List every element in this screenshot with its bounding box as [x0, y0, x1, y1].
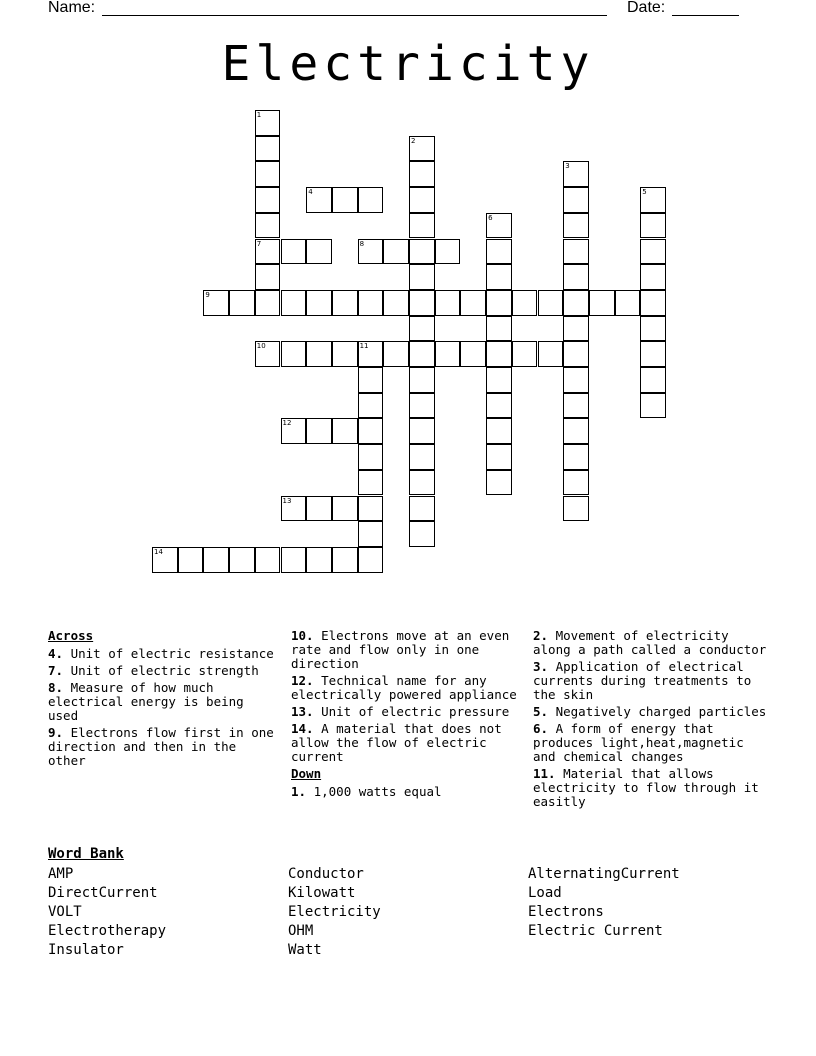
clue-down-6 — [533, 722, 773, 764]
grid-cell[interactable] — [255, 161, 281, 187]
clue-number-label: 4 — [308, 188, 313, 197]
word-bank-word: Electricity — [288, 904, 381, 920]
grid-cell[interactable] — [409, 213, 435, 239]
grid-cell[interactable] — [281, 496, 307, 522]
grid-cell[interactable] — [486, 290, 512, 316]
clue-down-2 — [533, 629, 773, 657]
grid-cell[interactable] — [486, 444, 512, 470]
grid-cell[interactable] — [409, 444, 435, 470]
grid-cell[interactable] — [409, 136, 435, 162]
grid-cell[interactable] — [486, 316, 512, 342]
grid-cell[interactable] — [358, 547, 384, 573]
clue-number: 1. — [291, 784, 307, 799]
clue-down-3 — [533, 660, 773, 702]
grid-cell[interactable] — [563, 444, 589, 470]
word-bank-heading: Word Bank — [48, 846, 124, 862]
grid-cell[interactable] — [358, 496, 384, 522]
clue-number-label: 3 — [565, 162, 570, 171]
grid-cell[interactable] — [563, 393, 589, 419]
grid-cell[interactable] — [512, 290, 538, 316]
clue-across-10 — [291, 629, 526, 671]
grid-cell[interactable] — [563, 187, 589, 213]
clue-across-12 — [291, 674, 526, 702]
clue-number: 8. — [48, 680, 64, 695]
grid-cell[interactable] — [358, 393, 384, 419]
word-bank-word: Watt — [288, 942, 322, 958]
grid-cell[interactable] — [409, 418, 435, 444]
date-label: Date: — [627, 0, 666, 16]
grid-cell[interactable] — [255, 341, 281, 367]
grid-cell[interactable] — [538, 341, 564, 367]
grid-cell[interactable] — [486, 470, 512, 496]
grid-cell[interactable] — [281, 341, 307, 367]
grid-cell[interactable] — [563, 470, 589, 496]
grid-cell[interactable] — [306, 496, 332, 522]
clue-column-1 — [48, 629, 278, 771]
grid-cell[interactable] — [563, 367, 589, 393]
word-bank-column-2 — [288, 865, 381, 960]
clue-number-label: 10 — [256, 342, 266, 351]
clue-number-label: 13 — [282, 496, 292, 505]
grid-cell[interactable] — [435, 341, 461, 367]
grid-cell[interactable] — [178, 547, 204, 573]
clue-text: A form of energy that produces light,heat,magnetic and chemical changes — [533, 721, 744, 764]
grid-cell[interactable] — [255, 187, 281, 213]
grid-cell[interactable] — [152, 547, 178, 573]
word-bank-column-3 — [528, 865, 680, 941]
grid-cell[interactable] — [358, 444, 384, 470]
clue-text: Movement of electricity along a path called a conductor — [533, 628, 767, 657]
clue-number: 12. — [291, 673, 314, 688]
clue-text: Technical name for any electrically powered appliance — [291, 673, 517, 702]
grid-cell[interactable] — [563, 161, 589, 187]
grid-cell[interactable] — [640, 367, 666, 393]
clue-number-label: 14 — [154, 547, 163, 556]
grid-cell[interactable] — [563, 496, 589, 522]
grid-cell[interactable] — [383, 341, 409, 367]
word-bank-word: OHM — [288, 923, 314, 939]
clue-number-label: 1 — [256, 111, 262, 119]
clue-text: Unit of electric resistance — [70, 646, 274, 661]
grid-cell[interactable] — [306, 187, 332, 213]
grid-cell[interactable] — [640, 290, 666, 316]
grid-cell[interactable] — [332, 290, 358, 316]
grid-cell[interactable] — [255, 239, 281, 265]
grid-cell[interactable] — [409, 316, 435, 342]
grid-cell[interactable] — [512, 341, 538, 367]
clue-number: 13. — [291, 704, 314, 719]
grid-cell[interactable] — [409, 187, 435, 213]
grid-cell[interactable] — [640, 341, 666, 367]
clue-across-14 — [291, 722, 526, 764]
grid-cell[interactable] — [281, 547, 307, 573]
clue-number: 7. — [48, 663, 64, 678]
clue-text: Unit of electric pressure — [321, 704, 510, 719]
word-bank-word: Electrotherapy — [48, 923, 167, 939]
grid-cell[interactable] — [229, 290, 255, 316]
word-bank-column-1 — [48, 865, 166, 960]
down-heading: Down — [291, 766, 322, 781]
grid-cell[interactable] — [640, 316, 666, 342]
clue-number: 11. — [533, 766, 556, 781]
grid-cell[interactable] — [306, 547, 332, 573]
grid-cell[interactable] — [358, 367, 384, 393]
grid-cell[interactable] — [563, 316, 589, 342]
word-bank-word: VOLT — [48, 904, 82, 920]
clue-number: 10. — [291, 628, 314, 643]
grid-cell[interactable] — [203, 547, 229, 573]
clue-number-label: 5 — [642, 188, 647, 197]
grid-cell[interactable] — [563, 213, 589, 239]
grid-cell[interactable] — [332, 187, 358, 213]
grid-cell[interactable] — [486, 213, 512, 239]
word-bank-word: AlternatingCurrent — [528, 866, 680, 882]
grid-cell[interactable] — [229, 547, 255, 573]
grid-cell[interactable] — [255, 264, 281, 290]
grid-cell[interactable] — [358, 470, 384, 496]
grid-cell[interactable] — [640, 213, 666, 239]
word-bank-word: Electrons — [528, 904, 604, 920]
grid-cell[interactable] — [409, 290, 435, 316]
clue-number: 2. — [533, 628, 549, 643]
grid-cell[interactable] — [358, 290, 384, 316]
grid-cell[interactable] — [409, 264, 435, 290]
clue-down-1 — [291, 785, 526, 799]
grid-cell[interactable] — [538, 290, 564, 316]
grid-cell[interactable] — [460, 341, 486, 367]
grid-cell[interactable] — [203, 290, 229, 316]
clue-text: Application of electrical currents during treatments to the skin — [533, 659, 752, 702]
clue-column-3 — [533, 629, 773, 812]
grid-cell[interactable] — [358, 521, 384, 547]
grid-cell[interactable] — [486, 367, 512, 393]
grid-cell[interactable] — [358, 239, 384, 265]
grid-cell[interactable] — [486, 341, 512, 367]
grid-cell[interactable] — [332, 496, 358, 522]
clue-across-13 — [291, 705, 526, 719]
grid-cell[interactable] — [563, 418, 589, 444]
grid-cell[interactable] — [383, 290, 409, 316]
grid-cell[interactable] — [409, 341, 435, 367]
word-bank-word: Insulator — [48, 942, 124, 958]
grid-cell[interactable] — [332, 547, 358, 573]
clue-number: 6. — [533, 721, 549, 736]
grid-cell[interactable] — [563, 341, 589, 367]
clue-number: 9. — [48, 725, 64, 740]
word-bank-word: Conductor — [288, 866, 364, 882]
clue-number-label: 9 — [205, 290, 210, 299]
clue-text: Electrons move at an even rate and flow only in one direction — [291, 628, 510, 671]
grid-cell[interactable] — [409, 239, 435, 265]
grid-cell[interactable] — [306, 418, 332, 444]
grid-cell[interactable] — [640, 187, 666, 213]
clue-text: Negatively charged particles — [555, 704, 767, 719]
grid-cell[interactable] — [640, 239, 666, 265]
clue-text: Material that allows electricity to flow through it easitly — [533, 766, 759, 809]
clue-down-11 — [533, 767, 773, 809]
clue-across-8 — [48, 681, 278, 723]
grid-cell[interactable] — [409, 367, 435, 393]
grid-cell[interactable] — [460, 290, 486, 316]
clue-number-label: 7 — [256, 239, 262, 248]
grid-cell[interactable] — [409, 161, 435, 187]
grid-cell[interactable] — [332, 341, 358, 367]
grid-cell[interactable] — [435, 290, 461, 316]
clue-down-5 — [533, 705, 773, 719]
grid-cell[interactable] — [255, 213, 281, 239]
grid-cell[interactable] — [383, 239, 409, 265]
grid-cell[interactable] — [486, 239, 512, 265]
word-bank-word: Load — [528, 885, 562, 901]
word-bank-word: Electric Current — [528, 923, 663, 939]
clue-text: A material that does not allow the flow of electric current — [291, 721, 502, 764]
clue-across-4 — [48, 647, 278, 661]
grid-cell[interactable] — [486, 264, 512, 290]
across-heading: Across — [48, 628, 94, 643]
grid-cell[interactable] — [409, 470, 435, 496]
grid-cell[interactable] — [281, 290, 307, 316]
grid-cell[interactable] — [640, 393, 666, 419]
clue-across-9 — [48, 726, 278, 768]
grid-cell[interactable] — [409, 496, 435, 522]
grid-cell[interactable] — [358, 341, 384, 367]
grid-cell[interactable] — [640, 264, 666, 290]
grid-cell[interactable] — [435, 239, 461, 265]
grid-cell[interactable] — [589, 290, 615, 316]
grid-cell[interactable] — [486, 393, 512, 419]
grid-cell[interactable] — [306, 341, 332, 367]
grid-cell[interactable] — [563, 239, 589, 265]
grid-cell[interactable] — [409, 393, 435, 419]
grid-cell[interactable] — [563, 290, 589, 316]
word-bank-word: AMP — [48, 866, 74, 882]
clue-number: 5. — [533, 704, 549, 719]
grid-cell[interactable] — [281, 239, 307, 265]
clue-text: Electrons flow first in one direction and then in the other — [48, 725, 274, 768]
grid-cell[interactable] — [563, 264, 589, 290]
word-bank-word: DirectCurrent — [48, 885, 158, 901]
grid-cell[interactable] — [306, 239, 332, 265]
clue-text: Unit of electric strength — [70, 663, 259, 678]
clue-across-7 — [48, 664, 278, 678]
grid-cell[interactable] — [332, 418, 358, 444]
grid-cell[interactable] — [409, 521, 435, 547]
word-bank-word: Kilowatt — [288, 885, 356, 901]
clue-number-label: 6 — [488, 213, 493, 222]
grid-cell[interactable] — [255, 136, 281, 162]
clue-column-2 — [291, 629, 526, 802]
clue-number-label: 2 — [411, 136, 416, 145]
clue-number: 3. — [533, 659, 549, 674]
clue-number: 4. — [48, 646, 64, 661]
page-title: Electricity — [221, 36, 595, 92]
clue-text: 1,000 watts equal — [313, 784, 442, 799]
grid-cell[interactable] — [486, 418, 512, 444]
grid-cell[interactable] — [358, 418, 384, 444]
grid-cell[interactable] — [615, 290, 641, 316]
clue-number-label: 8 — [359, 239, 365, 248]
grid-cell[interactable] — [358, 187, 384, 213]
clue-text: Measure of how much electrical energy is being used — [48, 680, 244, 723]
grid-cell[interactable] — [306, 290, 332, 316]
grid-cell[interactable] — [255, 547, 281, 573]
clue-number: 14. — [291, 721, 314, 736]
name-label: Name: — [48, 0, 96, 16]
clue-number-label: 12 — [282, 419, 292, 428]
word-bank — [48, 846, 768, 958]
grid-cell[interactable] — [255, 290, 281, 316]
grid-cell[interactable] — [281, 418, 307, 444]
grid-cell[interactable] — [255, 110, 281, 136]
clue-number-label: 11 — [359, 342, 369, 351]
